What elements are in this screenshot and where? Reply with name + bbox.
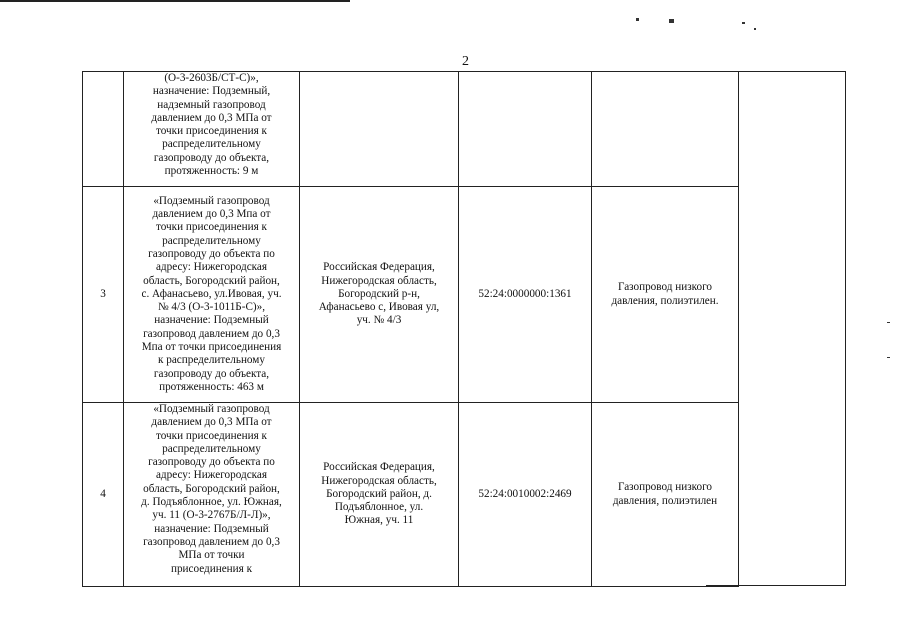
- address-cell: [300, 187, 459, 403]
- address-line: Российская Федерация,: [323, 261, 435, 274]
- address-line: Богородский район, д.: [326, 487, 432, 500]
- description-line: точки присоединения к: [156, 429, 267, 442]
- scan-edge-line: [0, 0, 350, 2]
- characteristics-line: давления, полиэтилен: [612, 494, 718, 507]
- address-line: Богородский р-н,: [338, 287, 420, 300]
- description-line: газопроводу до объекта по: [148, 247, 275, 260]
- description-line: распределительному: [162, 234, 261, 247]
- description-line: Мпа от точки присоединения: [141, 341, 282, 354]
- table-row: [83, 187, 739, 403]
- description-line: (О-3-2603Б/СТ-С)»,: [164, 72, 259, 84]
- description-line: назначение: Подземный: [154, 314, 269, 327]
- cadastral-number-cell: [459, 72, 592, 187]
- row-number-cell: [83, 72, 124, 187]
- description-line: назначение: Подземный: [154, 522, 269, 535]
- address-cell: [300, 72, 459, 187]
- description-line: газопроводу до объекта,: [153, 151, 270, 164]
- description-line: область, Богородский район,: [143, 274, 280, 287]
- table-row: [83, 403, 739, 587]
- description-cell: [124, 403, 300, 587]
- description-line: адресу: Нижегородская: [155, 469, 268, 482]
- row-number-cell: 3: [83, 187, 124, 403]
- scan-speck: [754, 28, 756, 30]
- address-line: Афанасьево с, Ивовая ул,: [318, 301, 440, 314]
- address-line: Южная, уч. 11: [344, 514, 414, 527]
- scan-speck: [887, 322, 890, 323]
- description-line: «Подземный газопровод: [153, 403, 270, 415]
- description-line: распределительному: [162, 442, 261, 455]
- cadastral-number-cell: 52:24:0000000:1361: [459, 187, 592, 403]
- scan-speck: [669, 19, 674, 23]
- address-line: Подъяблонное, ул.: [334, 501, 424, 514]
- description-cell: [124, 187, 300, 403]
- table-row: [83, 72, 739, 187]
- description-line: газопроводу до объекта по: [148, 456, 275, 469]
- row-number-cell: 4: [83, 403, 124, 587]
- description-line: к распределительному: [158, 354, 265, 367]
- cadastral-number-cell: 52:24:0010002:2469: [459, 403, 592, 587]
- description-line: № 4/3 (О-3-1011Б-С)»,: [157, 301, 266, 314]
- page-number: 2: [462, 54, 469, 69]
- description-line: давлением до 0,3 МПа от: [151, 111, 272, 124]
- characteristics-line: Газопровод низкого: [618, 281, 712, 294]
- description-line: давлением до 0,3 Мпа от: [152, 208, 271, 221]
- description-line: присоединения к: [170, 562, 253, 575]
- characteristics-line: Газопровод низкого: [618, 481, 712, 494]
- description-line: протяженность: 9 м: [164, 165, 259, 178]
- description-line: назначение: Подземный,: [152, 85, 271, 98]
- description-line: область, Богородский район,: [143, 482, 280, 495]
- property-table: [82, 71, 739, 587]
- description-cell: [124, 72, 300, 187]
- address-line: Нижегородская область,: [321, 274, 437, 287]
- description-line: точки присоединения к: [156, 125, 267, 138]
- description-line: «Подземный газопровод: [153, 194, 270, 207]
- address-line: Нижегородская область,: [321, 474, 437, 487]
- characteristics-line: давления, полиэтилен.: [611, 294, 719, 307]
- description-line: уч. 11 (О-3-2767Б/Л-Л)»,: [152, 509, 271, 522]
- description-line: протяженность: 463 м: [159, 380, 264, 393]
- description-line: адресу: Нижегородская: [155, 261, 268, 274]
- description-line: давлением до 0,3 МПа от: [151, 416, 272, 429]
- scan-speck: [742, 22, 745, 24]
- description-line: с. Афанасьево, ул.Ивовая, уч.: [141, 287, 282, 300]
- description-line: газопровод давлением до 0,3: [143, 535, 280, 548]
- description-line: распределительному: [162, 138, 261, 151]
- description-line: надземный газопровод: [157, 98, 266, 111]
- scan-speck: [636, 18, 639, 21]
- description-line: точки присоединения к: [156, 221, 267, 234]
- description-line: газопровод давлением до 0,3: [143, 327, 280, 340]
- empty-notes-column: [706, 71, 846, 586]
- address-line: Российская Федерация,: [323, 461, 435, 474]
- address-line: уч. № 4/3: [356, 314, 402, 327]
- description-line: газопроводу до объекта,: [153, 367, 270, 380]
- scan-speck: [887, 357, 890, 358]
- address-cell: [300, 403, 459, 587]
- description-line: д. Подъяблонное, ул. Южная,: [141, 496, 282, 509]
- description-line: МПа от точки: [178, 549, 245, 562]
